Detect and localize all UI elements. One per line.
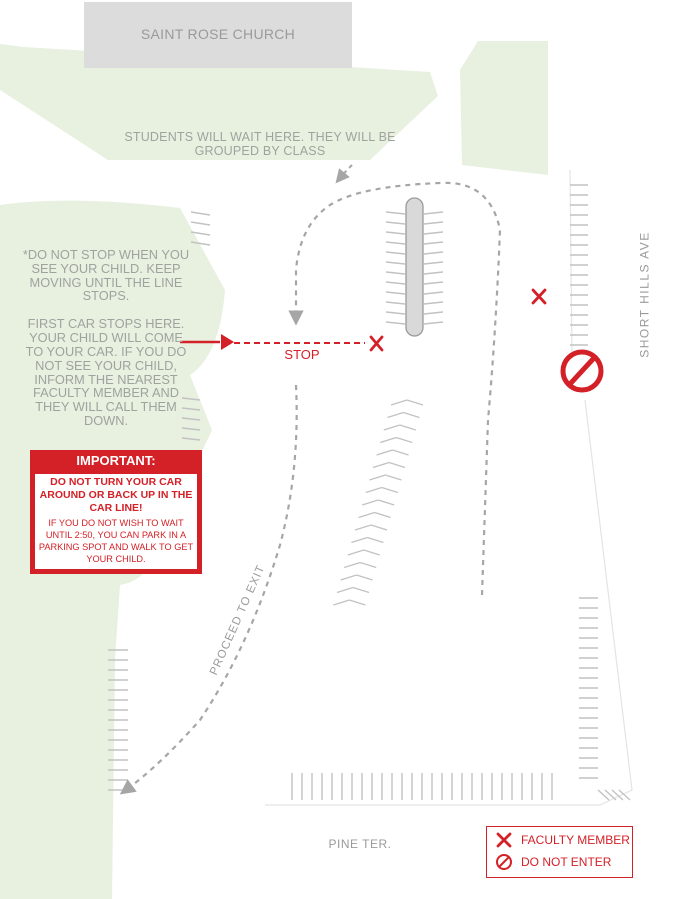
do-not-enter-sign	[563, 352, 601, 390]
important-line-2: IF YOU DO NOT WISH TO WAIT UNTIL 2:50, YOU CAN PARK IN A PARKING SPOT AND WALK TO GET YOUR CHILD.	[38, 518, 194, 565]
church-label: SAINT ROSE CHURCH	[140, 26, 296, 43]
x-mark-icon	[495, 831, 513, 849]
pickup-route-line	[340, 165, 352, 178]
do-not-enter-icon	[495, 853, 513, 871]
instructions-paragraph-2: FIRST CAR STOPS HERE. YOUR CHILD WILL COME TO YOUR CAR. IF YOU DO NOT SEE YOUR CHILD, INFORM THE NEAREST FACULTY MEMBER AND THEY WILL CALL THEM DOWN.	[25, 316, 187, 428]
map-legend	[486, 826, 633, 878]
pickup-instructions	[20, 248, 192, 428]
center-median	[406, 198, 423, 336]
faculty-member-marker	[533, 290, 545, 303]
street-label-short-hills: SHORT HILLS AVE	[637, 231, 652, 358]
street-label-pine-ter: PINE TER.	[328, 837, 392, 851]
important-body	[35, 474, 197, 569]
important-header: IMPORTANT:	[76, 453, 156, 468]
important-line-1: DO NOT TURN YOUR CAR AROUND OR BACK UP IN THE CAR LINE!	[39, 476, 193, 515]
car-line-route	[296, 183, 500, 595]
proceed-to-exit-label: PROCEED TO EXIT	[208, 563, 268, 678]
students-wait-note: STUDENTS WILL WAIT HERE. THEY WILL BE GROUPED BY CLASS	[124, 130, 396, 158]
east-lawn	[460, 41, 548, 175]
legend-row-faculty	[495, 830, 630, 850]
legend-row-do-not-enter	[495, 852, 611, 872]
important-notice-box	[30, 450, 202, 574]
instructions-paragraph-1: *DO NOT STOP WHEN YOU SEE YOUR CHILD. KEEP MOVING UNTIL THE LINE STOPS.	[22, 247, 190, 304]
legend-faculty-label: FACULTY MEMBER	[521, 833, 630, 847]
legend-do-not-enter-label: DO NOT ENTER	[521, 855, 612, 869]
faculty-member-marker	[371, 337, 382, 350]
stop-label: STOP	[284, 347, 320, 362]
